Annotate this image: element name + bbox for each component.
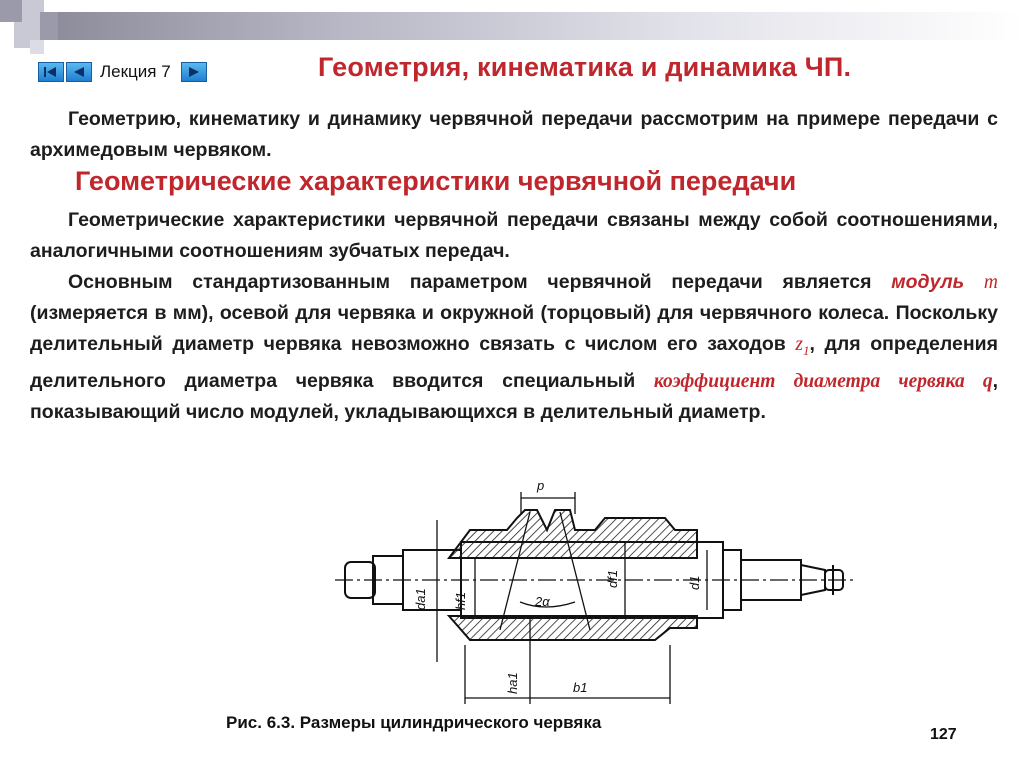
section-subtitle: Геометрические характеристики червячной передачи: [75, 166, 797, 196]
module-term: модуль: [891, 271, 984, 293]
next-slide-button[interactable]: [181, 62, 207, 82]
label-hf1: hf1: [453, 591, 468, 610]
figure-caption: Рис. 6.3. Размеры цилиндрического червяка: [226, 713, 602, 732]
prev-icon: [67, 63, 91, 81]
paragraph-module: [30, 267, 998, 428]
lecture-label: Лекция 7: [100, 62, 171, 81]
p2-text-4: , показывающий число модулей, укладывающихся в делительный диаметр.: [30, 369, 998, 423]
first-slide-button[interactable]: [38, 62, 64, 82]
worm-drawing: [325, 470, 885, 710]
label-alpha: 2α: [535, 594, 550, 609]
lecture-navigation: [38, 60, 209, 84]
coefficient-term: коэффициент диаметра червяка q: [653, 370, 993, 392]
z-subscript: 1: [802, 342, 810, 358]
label-df1: df1: [605, 569, 620, 588]
p2-text-2: (измеряется в мм), осевой для червяка и окружной (торцовый) для червячного колеса. Поскольку делительный диаметр червяка невозможно связать с числом его заходов: [30, 302, 998, 355]
label-ha1: ha1: [505, 672, 520, 694]
decor-square: [40, 12, 58, 40]
page-number: 127: [930, 726, 957, 743]
thread-top-section: [449, 510, 697, 558]
module-symbol: m: [983, 272, 998, 293]
label-d1: d1: [687, 575, 702, 590]
paragraph-relations: Геометрические характеристики червячной передачи связаны между собой соотношениями, аналогичными соотношениям зубчатых передач.: [30, 209, 998, 262]
prev-slide-button[interactable]: [66, 62, 92, 82]
header-gradient-bar: [58, 12, 1024, 40]
label-da1: da1: [413, 588, 428, 610]
intro-paragraph: Геометрию, кинематику и динамику червячной передачи рассмотрим на примере передачи с архимедовым червяком.: [30, 108, 998, 161]
label-p: p: [537, 478, 545, 493]
decor-square: [30, 40, 44, 54]
p2-text-1: Основным стандартизованным параметром червячной передачи является: [68, 271, 892, 293]
z-symbol: z: [795, 334, 803, 355]
slide-title: Геометрия, кинематика и динамика ЧП.: [318, 52, 852, 82]
skip-first-icon: [39, 63, 63, 81]
next-icon: [182, 63, 206, 81]
thread-bottom-section: [449, 616, 697, 640]
label-b1: b1: [573, 680, 588, 695]
decor-square: [0, 0, 22, 22]
p2-text-3: , для определения делительного диаметра червяка вводится специальный: [30, 333, 998, 392]
